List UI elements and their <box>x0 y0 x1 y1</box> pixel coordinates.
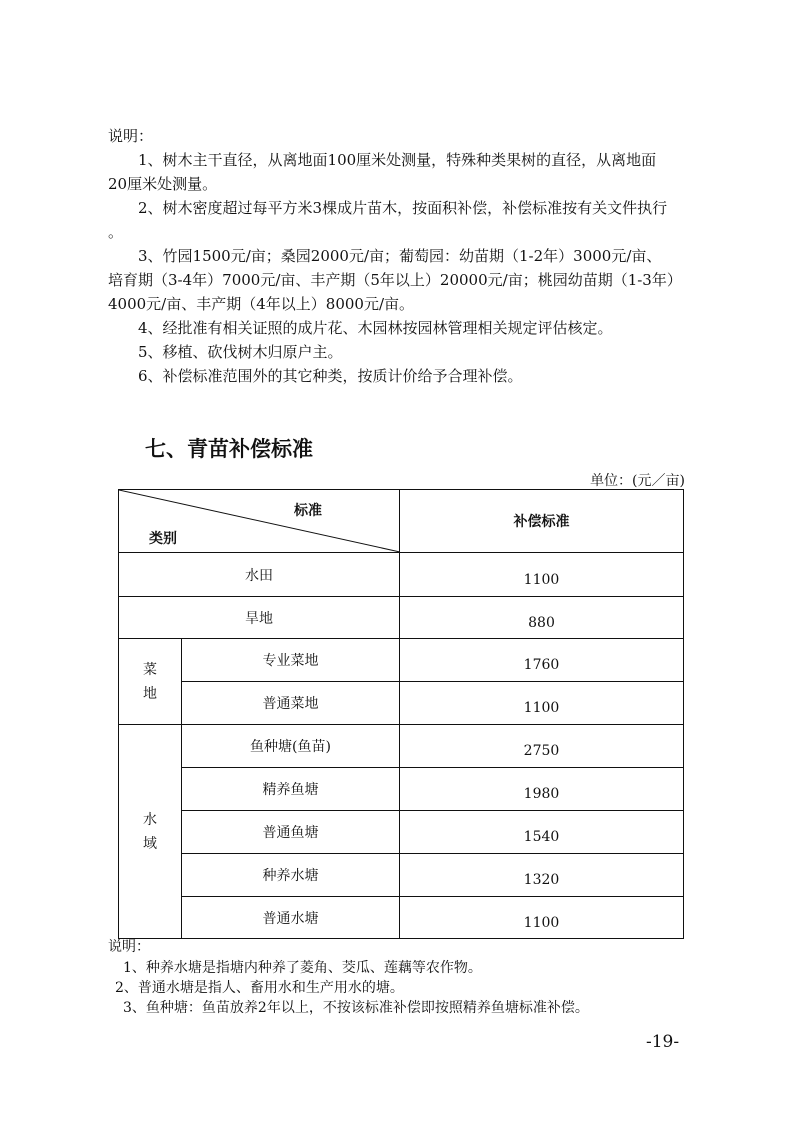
row-name: 旱地 <box>119 597 400 639</box>
row-value: 1320 <box>400 854 684 897</box>
note-line: 2、普通水塘是指人、畜用水和生产用水的塘。 <box>115 980 404 996</box>
row-name: 种养水塘 <box>182 854 400 897</box>
note-line: 2、树木密度超过每平方米3棵成片苗木，按面积补偿，补偿标准按有关文件执行 <box>138 199 668 217</box>
notes-title: 说明： <box>108 127 154 145</box>
note-line: 。 <box>108 223 124 241</box>
note-line: 3、竹园1500元/亩；桑园2000元/亩；葡萄园：幼苗期（1-2年）3000元/亩、 <box>138 247 662 265</box>
note-line: 5、移植、砍伐树木归原户主。 <box>138 343 343 361</box>
row-value: 1100 <box>400 682 684 725</box>
row-name: 普通水塘 <box>182 897 400 939</box>
row-value: 1100 <box>400 553 684 597</box>
note-line: 6、补偿标准范围外的其它种类，按质计价给予合理补偿。 <box>138 367 523 385</box>
group-char: 水 <box>143 811 157 828</box>
table-row <box>119 639 684 682</box>
group-char: 地 <box>143 685 157 702</box>
note-line: 培育期（3-4年）7000元/亩、丰产期（5年以上）20000元/亩；桃园幼苗期（1-3年） <box>108 271 682 289</box>
table-row <box>119 854 684 897</box>
table-row <box>119 553 684 597</box>
row-name: 普通鱼塘 <box>182 811 400 854</box>
row-value: 1760 <box>400 639 684 682</box>
section-heading: 七、青苗补偿标准 <box>145 437 313 461</box>
table-row <box>119 768 684 811</box>
group-char: 菜 <box>143 661 157 678</box>
row-name: 鱼种塘(鱼苗) <box>182 725 400 768</box>
header-standard: 标准 <box>294 503 322 519</box>
row-value: 880 <box>400 597 684 639</box>
note-line: 1、树木主干直径，从离地面100厘米处测量，特殊种类果树的直径，从离地面 <box>138 151 657 169</box>
note-line: 4000元/亩、丰产期（4年以上）8000元/亩。 <box>108 295 415 313</box>
row-value: 1100 <box>400 897 684 939</box>
group-label-water <box>119 725 182 939</box>
note-line: 20厘米处测量。 <box>108 175 218 193</box>
diagonal-header-cell <box>119 490 400 553</box>
table-row <box>119 897 684 939</box>
note-line: 4、经批准有相关证照的成片花、木园林按园林管理相关规定评估核定。 <box>138 319 613 337</box>
compensation-table <box>118 489 684 939</box>
page-number: -19- <box>646 1032 680 1052</box>
header-value: 补偿标准 <box>400 490 684 553</box>
header-category: 类别 <box>149 531 177 547</box>
row-value: 2750 <box>400 725 684 768</box>
row-name: 精养鱼塘 <box>182 768 400 811</box>
table-row <box>119 725 684 768</box>
row-name: 专业菜地 <box>182 639 400 682</box>
note-line: 1、种养水塘是指塘内种养了菱角、茭瓜、莲藕等农作物。 <box>123 960 482 976</box>
row-name: 普通菜地 <box>182 682 400 725</box>
row-name: 水田 <box>119 553 400 597</box>
table-row <box>119 597 684 639</box>
row-value: 1980 <box>400 768 684 811</box>
table-header-row <box>119 490 684 553</box>
notes-title: 说明： <box>108 939 150 955</box>
group-char: 域 <box>143 835 157 852</box>
table-row <box>119 682 684 725</box>
table-row <box>119 811 684 854</box>
note-line: 3、鱼种塘：鱼苗放养2年以上，不按该标准补偿即按照精养鱼塘标准补偿。 <box>123 1000 589 1016</box>
group-label-vegetable <box>119 639 182 725</box>
unit-label: 单位：(元／亩) <box>590 473 685 489</box>
row-value: 1540 <box>400 811 684 854</box>
